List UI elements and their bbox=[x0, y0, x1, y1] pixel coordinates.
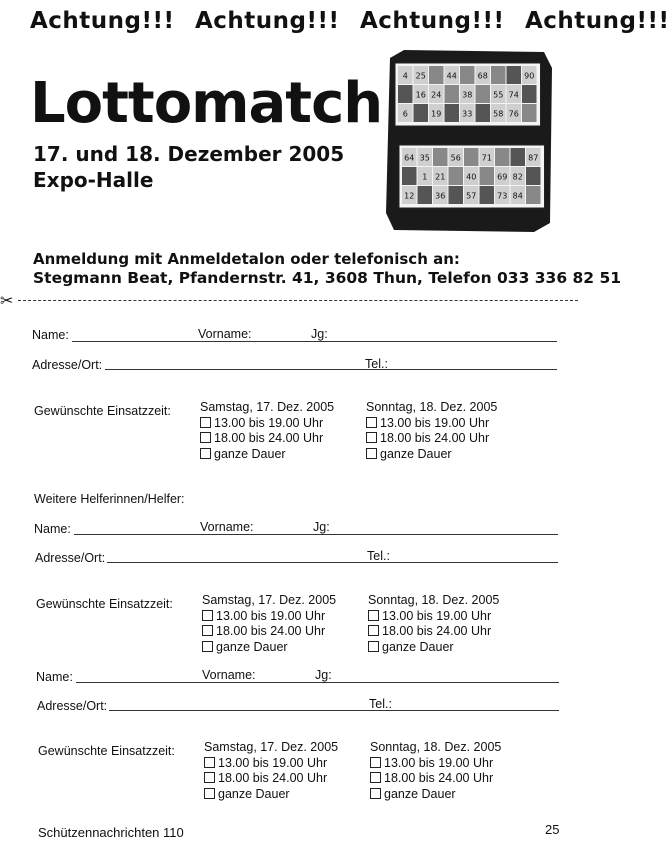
lotto-cell bbox=[526, 167, 541, 185]
samstag-heading: Samstag, 17. Dez. 2005 bbox=[200, 400, 335, 414]
registration-contact: Stegmann Beat, Pfandernstr. 41, 3608 Thun, Telefon 033 336 82 51 bbox=[33, 269, 622, 287]
sonntag-options bbox=[366, 400, 497, 462]
cut-line bbox=[18, 300, 578, 301]
option-ganze-dauer[interactable]: ganze Dauer bbox=[202, 640, 336, 656]
lotto-cell bbox=[464, 148, 479, 166]
option-13-19[interactable]: 13.00 bis 19.00 Uhr bbox=[370, 756, 501, 772]
checkbox[interactable] bbox=[202, 641, 213, 652]
lotto-cell bbox=[398, 85, 413, 103]
checkbox[interactable] bbox=[368, 610, 379, 621]
name-field[interactable] bbox=[72, 341, 557, 342]
publication-name: Schützennachrichten 110 bbox=[38, 825, 184, 840]
option-13-19[interactable]: 13.00 bis 19.00 Uhr bbox=[366, 416, 497, 432]
lotto-cell bbox=[476, 85, 491, 103]
option-ganze-dauer[interactable]: ganze Dauer bbox=[204, 787, 338, 803]
tel-label: Tel.: bbox=[369, 697, 392, 711]
lotto-number: 87 bbox=[528, 153, 539, 163]
lotto-cell bbox=[511, 148, 526, 166]
option-13-19[interactable]: 13.00 bis 19.00 Uhr bbox=[204, 756, 338, 772]
sonntag-options bbox=[368, 593, 499, 655]
vorname-label: Vorname: bbox=[202, 668, 256, 682]
lotto-number: 19 bbox=[431, 109, 442, 119]
event-dates: 17. und 18. Dezember 2005 bbox=[33, 142, 345, 166]
einsatz-label: Gewünschte Einsatzzeit: bbox=[38, 744, 175, 758]
option-18-24[interactable]: 18.00 bis 24.00 Uhr bbox=[370, 771, 501, 787]
checkbox[interactable] bbox=[200, 417, 211, 428]
name-label: Name: bbox=[36, 670, 73, 684]
lotto-number: 6 bbox=[402, 109, 408, 119]
name-field[interactable] bbox=[76, 682, 559, 683]
checkbox[interactable] bbox=[204, 757, 215, 768]
checkbox[interactable] bbox=[366, 417, 377, 428]
samstag-heading: Samstag, 17. Dez. 2005 bbox=[204, 740, 339, 754]
event-venue: Expo-Halle bbox=[33, 168, 154, 192]
jg-label: Jg: bbox=[315, 668, 332, 682]
lotto-cell bbox=[433, 148, 448, 166]
lotto-cell bbox=[402, 167, 417, 185]
page-number: 25 bbox=[545, 822, 560, 837]
lotto-cell bbox=[449, 186, 464, 204]
achtung-text: Achtung!!! bbox=[195, 8, 340, 34]
lotto-cell bbox=[476, 104, 491, 122]
jg-label: Jg: bbox=[313, 520, 330, 534]
lotto-number: 35 bbox=[419, 153, 430, 163]
lotto-card-image bbox=[384, 48, 554, 233]
page-title: Lottomatch bbox=[30, 71, 383, 136]
checkbox[interactable] bbox=[370, 772, 381, 783]
lotto-cell bbox=[460, 66, 475, 84]
lotto-cell bbox=[480, 167, 495, 185]
achtung-text: Achtung!!! bbox=[30, 8, 175, 34]
adresse-label: Adresse/Ort: bbox=[32, 358, 103, 372]
option-18-24[interactable]: 18.00 bis 24.00 Uhr bbox=[204, 771, 338, 787]
option-18-24[interactable]: 18.00 bis 24.00 Uhr bbox=[366, 431, 497, 447]
lotto-cell bbox=[414, 104, 429, 122]
lotto-number: 1 bbox=[422, 172, 428, 182]
sonntag-heading: Sonntag, 18. Dez. 2005 bbox=[366, 400, 498, 414]
option-13-19[interactable]: 13.00 bis 19.00 Uhr bbox=[368, 609, 499, 625]
lotto-cell bbox=[429, 66, 444, 84]
adresse-field[interactable] bbox=[107, 562, 558, 563]
checkbox[interactable] bbox=[202, 610, 213, 621]
lotto-number: 74 bbox=[508, 90, 519, 100]
vorname-label: Vorname: bbox=[198, 327, 252, 341]
lotto-number: 57 bbox=[466, 191, 477, 201]
einsatz-label: Gewünschte Einsatzzeit: bbox=[36, 597, 173, 611]
lotto-number: 82 bbox=[512, 172, 523, 182]
lotto-number: 68 bbox=[477, 71, 488, 81]
checkbox[interactable] bbox=[368, 641, 379, 652]
checkbox[interactable] bbox=[204, 788, 215, 799]
samstag-options bbox=[204, 740, 338, 802]
option-18-24[interactable]: 18.00 bis 24.00 Uhr bbox=[368, 624, 499, 640]
lotto-cell bbox=[418, 186, 433, 204]
lotto-cell bbox=[526, 186, 541, 204]
lotto-number: 90 bbox=[524, 71, 535, 81]
lotto-number: 64 bbox=[404, 153, 415, 163]
checkbox[interactable] bbox=[366, 448, 377, 459]
lotto-number: 25 bbox=[415, 71, 426, 81]
lotto-number: 12 bbox=[404, 191, 415, 201]
lotto-number: 36 bbox=[435, 191, 446, 201]
checkbox[interactable] bbox=[370, 788, 381, 799]
lotto-number: 76 bbox=[508, 109, 519, 119]
lotto-number: 16 bbox=[415, 90, 426, 100]
achtung-banner bbox=[30, 8, 669, 34]
lotto-number: 44 bbox=[446, 71, 457, 81]
option-ganze-dauer[interactable]: ganze Dauer bbox=[366, 447, 497, 463]
lotto-cell bbox=[449, 167, 464, 185]
checkbox[interactable] bbox=[200, 448, 211, 459]
option-18-24[interactable]: 18.00 bis 24.00 Uhr bbox=[200, 431, 334, 447]
adresse-label: Adresse/Ort: bbox=[37, 699, 108, 713]
jg-label: Jg: bbox=[311, 327, 328, 341]
lotto-number: 71 bbox=[481, 153, 492, 163]
lotto-number: 56 bbox=[450, 153, 461, 163]
checkbox[interactable] bbox=[200, 432, 211, 443]
sonntag-heading: Sonntag, 18. Dez. 2005 bbox=[368, 593, 500, 607]
lotto-cell bbox=[522, 104, 537, 122]
lotto-card-graphic bbox=[384, 48, 554, 233]
option-18-24[interactable]: 18.00 bis 24.00 Uhr bbox=[202, 624, 336, 640]
sonntag-options bbox=[370, 740, 501, 802]
tel-label: Tel.: bbox=[367, 549, 390, 563]
lotto-cell bbox=[495, 148, 510, 166]
option-ganze-dauer[interactable]: ganze Dauer bbox=[370, 787, 501, 803]
checkbox[interactable] bbox=[366, 432, 377, 443]
checkbox[interactable] bbox=[204, 772, 215, 783]
vorname-label: Vorname: bbox=[200, 520, 254, 534]
helfer-label: Weitere Helferinnen/Helfer: bbox=[34, 492, 185, 506]
lotto-number: 24 bbox=[431, 90, 442, 100]
checkbox[interactable] bbox=[370, 757, 381, 768]
lotto-number: 4 bbox=[402, 71, 408, 81]
name-label: Name: bbox=[34, 522, 71, 536]
sonntag-heading: Sonntag, 18. Dez. 2005 bbox=[370, 740, 502, 754]
achtung-text: Achtung!!! bbox=[360, 8, 505, 34]
lotto-number: 58 bbox=[493, 109, 504, 119]
tel-label: Tel.: bbox=[365, 357, 388, 371]
samstag-heading: Samstag, 17. Dez. 2005 bbox=[202, 593, 337, 607]
name-label: Name: bbox=[32, 328, 69, 342]
lotto-cell bbox=[522, 85, 537, 103]
scissors-icon: ✂ bbox=[0, 291, 14, 310]
lotto-cell bbox=[445, 85, 460, 103]
achtung-text: Achtung!!! bbox=[525, 8, 669, 34]
registration-intro: Anmeldung mit Anmeldetalon oder telefonisch an: bbox=[33, 250, 460, 268]
lotto-number: 40 bbox=[466, 172, 477, 182]
lotto-number: 55 bbox=[493, 90, 504, 100]
lotto-cell bbox=[445, 104, 460, 122]
option-13-19[interactable]: 13.00 bis 19.00 Uhr bbox=[200, 416, 334, 432]
lotto-number: 73 bbox=[497, 191, 508, 201]
lotto-number: 21 bbox=[435, 172, 446, 182]
checkbox[interactable] bbox=[368, 625, 379, 636]
adresse-field[interactable] bbox=[105, 369, 557, 370]
lotto-number: 38 bbox=[462, 90, 473, 100]
option-13-19[interactable]: 13.00 bis 19.00 Uhr bbox=[202, 609, 336, 625]
samstag-options bbox=[202, 593, 336, 655]
lotto-number: 84 bbox=[512, 191, 523, 201]
lotto-cell bbox=[480, 186, 495, 204]
einsatz-label: Gewünschte Einsatzzeit: bbox=[34, 404, 171, 418]
name-field[interactable] bbox=[74, 534, 558, 535]
adresse-field[interactable] bbox=[109, 710, 559, 711]
checkbox[interactable] bbox=[202, 625, 213, 636]
option-ganze-dauer[interactable]: ganze Dauer bbox=[200, 447, 334, 463]
samstag-options bbox=[200, 400, 334, 462]
lotto-number: 33 bbox=[462, 109, 473, 119]
lotto-cell bbox=[507, 66, 522, 84]
adresse-label: Adresse/Ort: bbox=[35, 551, 106, 565]
lotto-number: 69 bbox=[497, 172, 508, 182]
option-ganze-dauer[interactable]: ganze Dauer bbox=[368, 640, 499, 656]
lotto-cell bbox=[491, 66, 506, 84]
